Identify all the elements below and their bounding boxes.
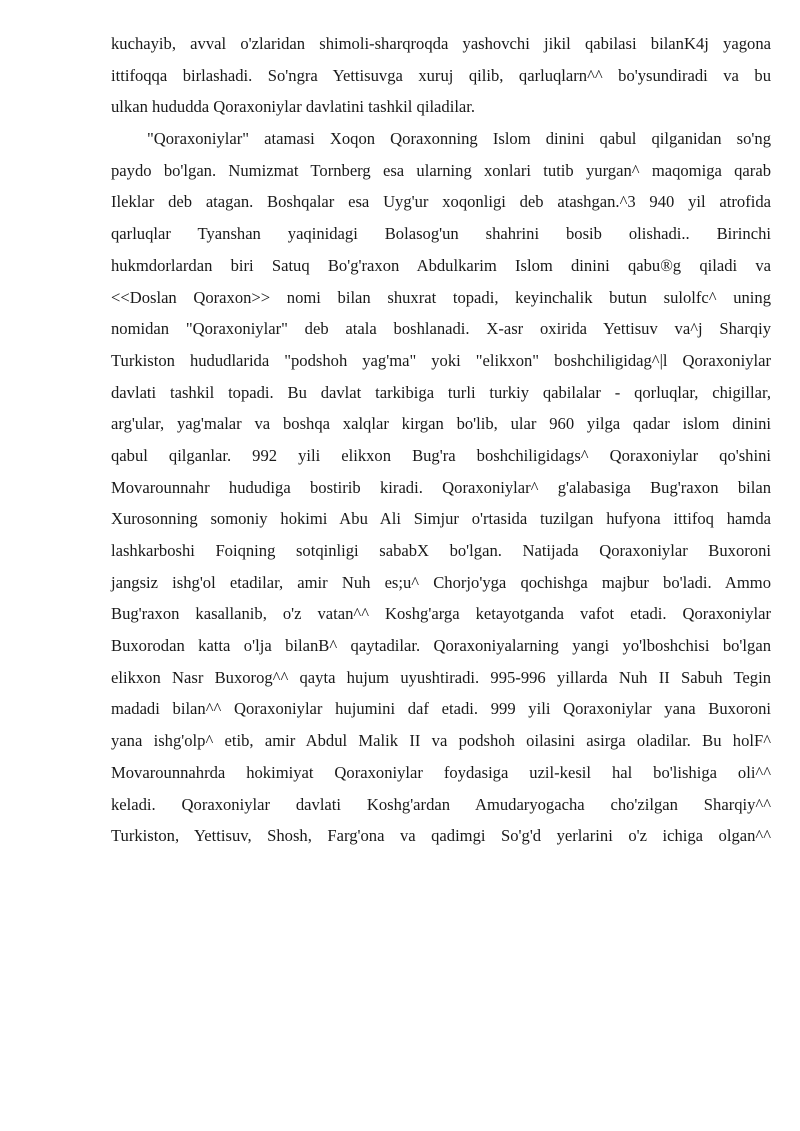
text-line: keladi. Qoraxoniylar davlati Koshg'ardan Amudaryogacha cho'zilgan Sharqiy^^ xyxy=(111,794,771,814)
text-line: elikxon Nasr Buxorog^^ qayta hujum uyushtiradi. 995-996 yillarda Nuh II Sabuh Tegin xyxy=(111,667,771,687)
text-line: kuchayib, avval o'zlaridan shimoli-sharqroqda yashovchi jikil qabilasi bilanK4j yagona xyxy=(111,34,771,53)
text-line: qabul qilganlar. 992 yili elikxon Bug'ra boshchiligidags^ Qoraxoniylar qo'shini xyxy=(111,445,771,465)
text-line: lashkarboshi Foiqning sotqinligi sababX bo'lgan. Natijada Qoraxoniylar Buxoroni xyxy=(111,541,771,560)
text-line: arg'ular, yag'malar va boshqa xalqlar kirgan bo'lib, ular 960 yilga qadar islom dinini xyxy=(111,414,771,434)
text-line: paydo bo'lgan. Numizmat Tornberg esa ularning xonlari tutib yurgan^ maqomiga qarab xyxy=(111,160,771,180)
text-line: Movarounnahrda hokimiyat Qoraxoniylar foydasiga uzil-kesil hal bo'lishiga oli^^ xyxy=(111,762,771,782)
paragraph xyxy=(111,123,771,884)
text-line: Turkiston, Yettisuv, Shosh, Farg'ona va qadimgi So'g'd yerlarini o'z ichiga olgan^^ xyxy=(111,826,771,846)
paragraph xyxy=(111,28,771,123)
text-line: Buxorodan katta o'lja bilanB^ qaytadilar. Qoraxoniyalarning yangi yo'lboshchisi bo'lgan xyxy=(111,636,771,656)
text-line: <<Doslan Qoraxon>> nomi bilan shuxrat topadi, keyinchalik butun sulolfc^ uning xyxy=(111,287,771,307)
text-line: ittifoqqa birlashadi. So'ngra Yettisuvga xuruj qilib, qarluqlarn^^ bo'ysundiradi va bu xyxy=(111,65,771,85)
text-line: qarluqlar Tyanshan yaqinidagi Bolasog'un shahrini bosib olishadi.. Birinchi xyxy=(111,224,771,244)
text-line: ulkan hududda Qoraxoniylar davlatini tashkil qiladilar. xyxy=(111,97,476,117)
text-line: hukmdorlardan biri Satuq Bo'g'raxon Abdulkarim Islom dinini qabu®g qiladi va xyxy=(111,255,771,275)
text-line: davlati tashkil topadi. Bu davlat tarkibiga turli turkiy qabilalar - qorluqlar, chigillar, xyxy=(111,382,771,402)
text-line: "Qoraxoniylar" atamasi Xoqon Qoraxonning Islom dinini qabul qilganidan so'ng xyxy=(147,129,771,149)
text-line: Movarounnahr hududiga bostirib kiradi. Qoraxoniylar^ g'alabasiga Bug'raxon bilan xyxy=(111,477,771,497)
body-text xyxy=(111,28,771,884)
text-line: jangsiz ishg'ol etadilar, amir Nuh es;u^ Chorjo'yga qochishga majbur bo'ladi. Ammo xyxy=(111,572,771,592)
text-line: nomidan "Qoraxoniylar" deb atala boshlanadi. X-asr oxirida Yettisuv va^j Sharqiy xyxy=(111,319,771,339)
text-line xyxy=(111,852,771,884)
text-line: Bug'raxon kasallanib, o'z vatan^^ Koshg'arga ketayotganda vafot etadi. Qoraxoniylar xyxy=(111,604,771,624)
text-line: madadi bilan^^ Qoraxoniylar hujumini daf etadi. 999 yili Qoraxoniylar yana Buxoroni xyxy=(111,699,771,719)
text-line: yana ishg'olp^ etib, amir Abdul Malik II va podshoh oilasini asirga oladilar. Bu holF^ xyxy=(111,731,771,751)
text-line: Ileklar deb atagan. Boshqalar esa Uyg'ur xoqonligi deb atashgan.^3 940 yil atrofida xyxy=(111,192,771,212)
text-line: Xurosonning somoniy hokimi Abu Ali Simjur o'rtasida tuzilgan hufyona ittifoq hamda xyxy=(111,509,771,529)
text-line: Turkiston hududlarida "podshoh yag'ma" yoki "elikxon" boshchiligidag^|l Qoraxoniylar xyxy=(111,350,771,370)
